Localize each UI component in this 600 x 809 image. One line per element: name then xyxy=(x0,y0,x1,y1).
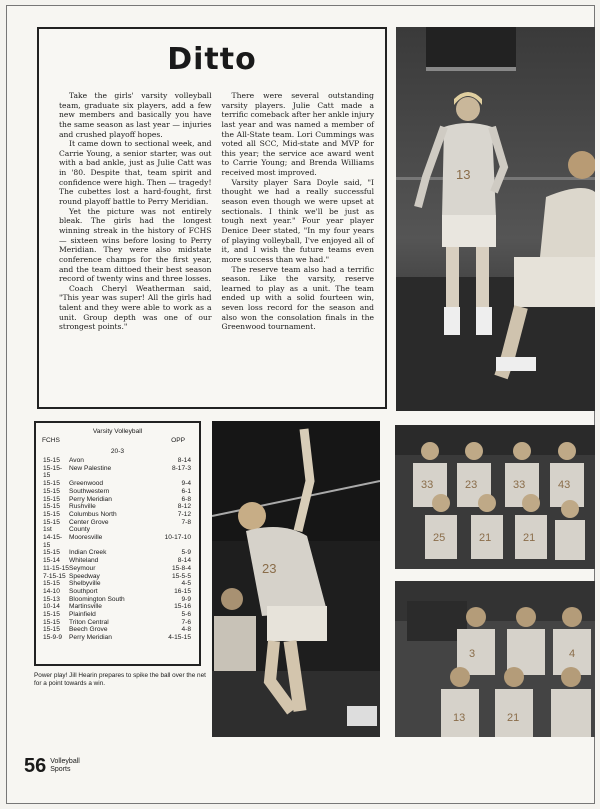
opponent-name: County xyxy=(69,526,90,534)
opponent-score: 6-1 xyxy=(181,487,191,495)
reserve-team-image xyxy=(395,581,595,737)
opponent-score: 9-9 xyxy=(181,595,191,603)
paragraph: Varsity player Sara Doyle said, "I thought we had a really successful season even though we were upset at sectionals. I think we'll be just as tough next year." Four year player Denice Deer stated, "In my four years of playing volleyball, I've enjoyed all of it, and I wish the future teams even more success than we had." xyxy=(221,177,374,264)
opponent-name: Perry Meridian xyxy=(69,495,112,503)
paragraph: Coach Cheryl Weatherman said, "This year was super! All the girls had talent and they were able to work as a unit. Group depth was one of our strongest points." xyxy=(59,283,212,332)
opponent-score: 5-9 xyxy=(181,549,191,557)
score-row xyxy=(36,626,199,634)
score-row xyxy=(36,488,199,496)
opponent-score: 9-4 xyxy=(181,480,191,488)
jersey-number: 13 xyxy=(453,712,466,724)
opponent-score: 7-6 xyxy=(181,618,191,626)
score-row xyxy=(36,580,199,588)
fchs-score: 15-15 xyxy=(43,518,60,526)
fchs-score: 15-13 xyxy=(43,595,60,603)
fchs-score: 15-15 xyxy=(43,510,60,518)
fchs-score: 1st xyxy=(43,526,52,534)
score-row xyxy=(36,611,199,619)
score-row xyxy=(36,596,199,604)
opponent-name: Southwestern xyxy=(69,487,110,495)
fchs-score: 15-15 xyxy=(43,495,60,503)
jersey-number: 3 xyxy=(469,648,476,660)
paragraph: The reserve team also had a terrific season. Like the varsity, reserve learned to play as a unit. The team ended up with a solid fourteen win, seven loss record for the season and also won the consolation finals in the Greenwood tournament. xyxy=(221,264,374,332)
opponent-score: 8-14 xyxy=(177,457,191,464)
opponent-name: Avon xyxy=(69,457,84,464)
fchs-score: 15-14 xyxy=(43,557,60,565)
page-number: 56 xyxy=(24,755,47,777)
photo-reserve-team xyxy=(395,581,595,737)
fchs-header: FCHS xyxy=(42,437,60,444)
score-row xyxy=(36,534,199,549)
opponent-name: Greenwood xyxy=(69,480,104,488)
score-row xyxy=(36,503,199,511)
opponent-score: 4-5 xyxy=(181,580,191,588)
jersey-number: 33 xyxy=(421,479,434,491)
fchs-score: 15-15 xyxy=(43,503,60,511)
paragraph: Take the girls' varsity volleyball team, graduate six players, add a few new members and basically you have the same season as last year — injuries and crushed playoff hopes. xyxy=(59,91,212,139)
score-row xyxy=(36,557,199,565)
scoreboard xyxy=(34,421,201,666)
photo-spike xyxy=(212,421,380,737)
folio-section xyxy=(50,758,80,777)
jersey-number: 33 xyxy=(513,479,526,491)
score-row xyxy=(36,511,199,519)
paragraph: Yet the picture was not entirely bleak. The girls had the longest winning streak in the history of FCHS — sixteen wins before losing to Perry Meridian. They were also midstate conference champs for the first year, and the team dittoed their best season record of twenty wins and three losses. xyxy=(59,206,212,284)
opponent-score: 7-8 xyxy=(181,518,191,526)
jersey-number: 4 xyxy=(569,648,576,660)
opponent-score: 16-15 xyxy=(174,587,191,595)
folio-line-1: Volleyball xyxy=(50,757,80,765)
article-column-1 xyxy=(59,91,212,332)
opponent-name: Perry Meridian xyxy=(69,634,112,642)
score-row xyxy=(36,565,199,573)
jersey-number: 13 xyxy=(456,167,471,182)
score-row xyxy=(36,619,199,627)
fchs-score: 15-15 xyxy=(43,618,60,626)
score-row xyxy=(36,573,199,581)
jersey-number: 21 xyxy=(507,712,520,724)
opponent-name: Plainfield xyxy=(69,611,96,619)
opponent-name: Speedway xyxy=(69,572,100,580)
fchs-score: 10-14 xyxy=(43,603,60,611)
article-box xyxy=(37,27,387,409)
opponent-name: Center Grove xyxy=(69,518,109,526)
article-columns xyxy=(59,91,374,332)
jersey-number: 25 xyxy=(433,532,446,544)
jersey-number: 23 xyxy=(465,479,478,491)
opponent-score: 8-17-3 xyxy=(171,464,191,472)
score-row xyxy=(36,526,199,534)
fchs-score: 15-15 xyxy=(43,487,60,495)
photo-varsity-team xyxy=(395,425,595,569)
score-row xyxy=(36,603,199,611)
opponent-score: 15-5-5 xyxy=(171,572,191,580)
fchs-score: 14-10 xyxy=(43,587,60,595)
opponent-score: 15-16 xyxy=(174,603,191,611)
opponent-name: Bloomington South xyxy=(69,595,125,603)
fchs-score: 15-15 xyxy=(43,549,60,557)
opponent-name: Southport xyxy=(69,587,98,595)
spike-image xyxy=(212,421,380,737)
opponent-name: Shelbyville xyxy=(69,580,101,588)
score-row xyxy=(36,549,199,557)
opponent-name: Seymour xyxy=(69,564,96,572)
opponent-score: 10-17-10 xyxy=(164,534,191,542)
fchs-score: 15-15 xyxy=(43,611,60,619)
opponent-score: 5-6 xyxy=(181,611,191,619)
fchs-score: 15-15 xyxy=(43,626,60,634)
opp-header: OPP xyxy=(171,437,185,444)
article-title: Ditto xyxy=(167,42,257,77)
folio-line-2: Sports xyxy=(50,766,71,774)
scoreboard-headers xyxy=(36,435,199,444)
paragraph: It came down to sectional week, and Carrie Young, a senior starter, was out with a bad ankle, just as Julie Catt was in '80. Despite that, team spirit and confidence were high. Then — tragedy! The cubettes lost a hard-fought, first round playoff battle to Perry Meridian. xyxy=(59,139,212,207)
opponent-score: 7-12 xyxy=(177,510,191,518)
photo-players-court xyxy=(396,27,595,411)
opponent-score: 8-14 xyxy=(177,557,191,565)
score-row xyxy=(36,457,199,465)
paragraph: There were several outstanding varsity players. Julie Catt made a terrific comeback after her ankle injury last year and was named a member of the All-State team. Lori Cummings was voted all SCC, Mid-state and MVP for this year; the service ace award went to Carrie Young; and Brenda Williams received most improved. xyxy=(221,91,374,178)
fchs-score: 15-15 xyxy=(43,480,60,488)
score-row xyxy=(36,634,199,642)
score-row xyxy=(36,465,199,480)
score-row xyxy=(36,588,199,596)
fchs-score: 11-15-15 xyxy=(43,564,69,572)
fchs-score: 14-15-15 xyxy=(43,534,63,549)
fchs-score: 15-15 xyxy=(43,457,60,464)
score-row xyxy=(36,496,199,504)
opponent-name: Mooresville xyxy=(69,534,103,542)
fchs-score: 15-9-9 xyxy=(43,634,63,642)
opponent-name: Indian Creek xyxy=(69,549,107,557)
opponent-score: 4-8 xyxy=(181,626,191,634)
varsity-team-image xyxy=(395,425,595,569)
players-court-image xyxy=(396,27,595,411)
folio xyxy=(24,756,80,776)
opponent-score: 4-15-15 xyxy=(168,634,191,642)
opponent-name: Columbus North xyxy=(69,510,117,518)
jersey-number: 21 xyxy=(479,532,492,544)
jersey-number: 21 xyxy=(523,532,536,544)
opponent-name: Whiteland xyxy=(69,557,99,565)
season-record: 20-3 xyxy=(110,448,125,455)
opponent-score: 8-12 xyxy=(177,503,191,511)
score-row xyxy=(36,519,199,527)
opponent-name: New Palestine xyxy=(69,464,112,472)
fchs-score: 15-15 xyxy=(43,580,60,588)
opponent-name: Triton Central xyxy=(69,618,109,626)
article-column-2 xyxy=(222,91,375,332)
fchs-score: 15-15-15 xyxy=(43,464,63,480)
scoreboard-heading: Varsity Volleyball xyxy=(92,428,143,435)
score-rows xyxy=(36,457,199,642)
score-row xyxy=(36,480,199,488)
jersey-number: 43 xyxy=(558,479,571,491)
photo-caption: Power play! Jill Hearin prepares to spike the ball over the net for a point towards a win. xyxy=(34,672,206,688)
opponent-name: Rushville xyxy=(69,503,96,511)
opponent-name: Beech Grove xyxy=(69,626,108,634)
fchs-score: 7-15-15 xyxy=(43,572,66,580)
jersey-number: 23 xyxy=(262,561,277,576)
opponent-score: 6-8 xyxy=(181,495,191,503)
opponent-score xyxy=(151,526,191,534)
opponent-score: 15-8-4 xyxy=(171,564,191,572)
opponent-name: Martinsville xyxy=(69,603,102,611)
